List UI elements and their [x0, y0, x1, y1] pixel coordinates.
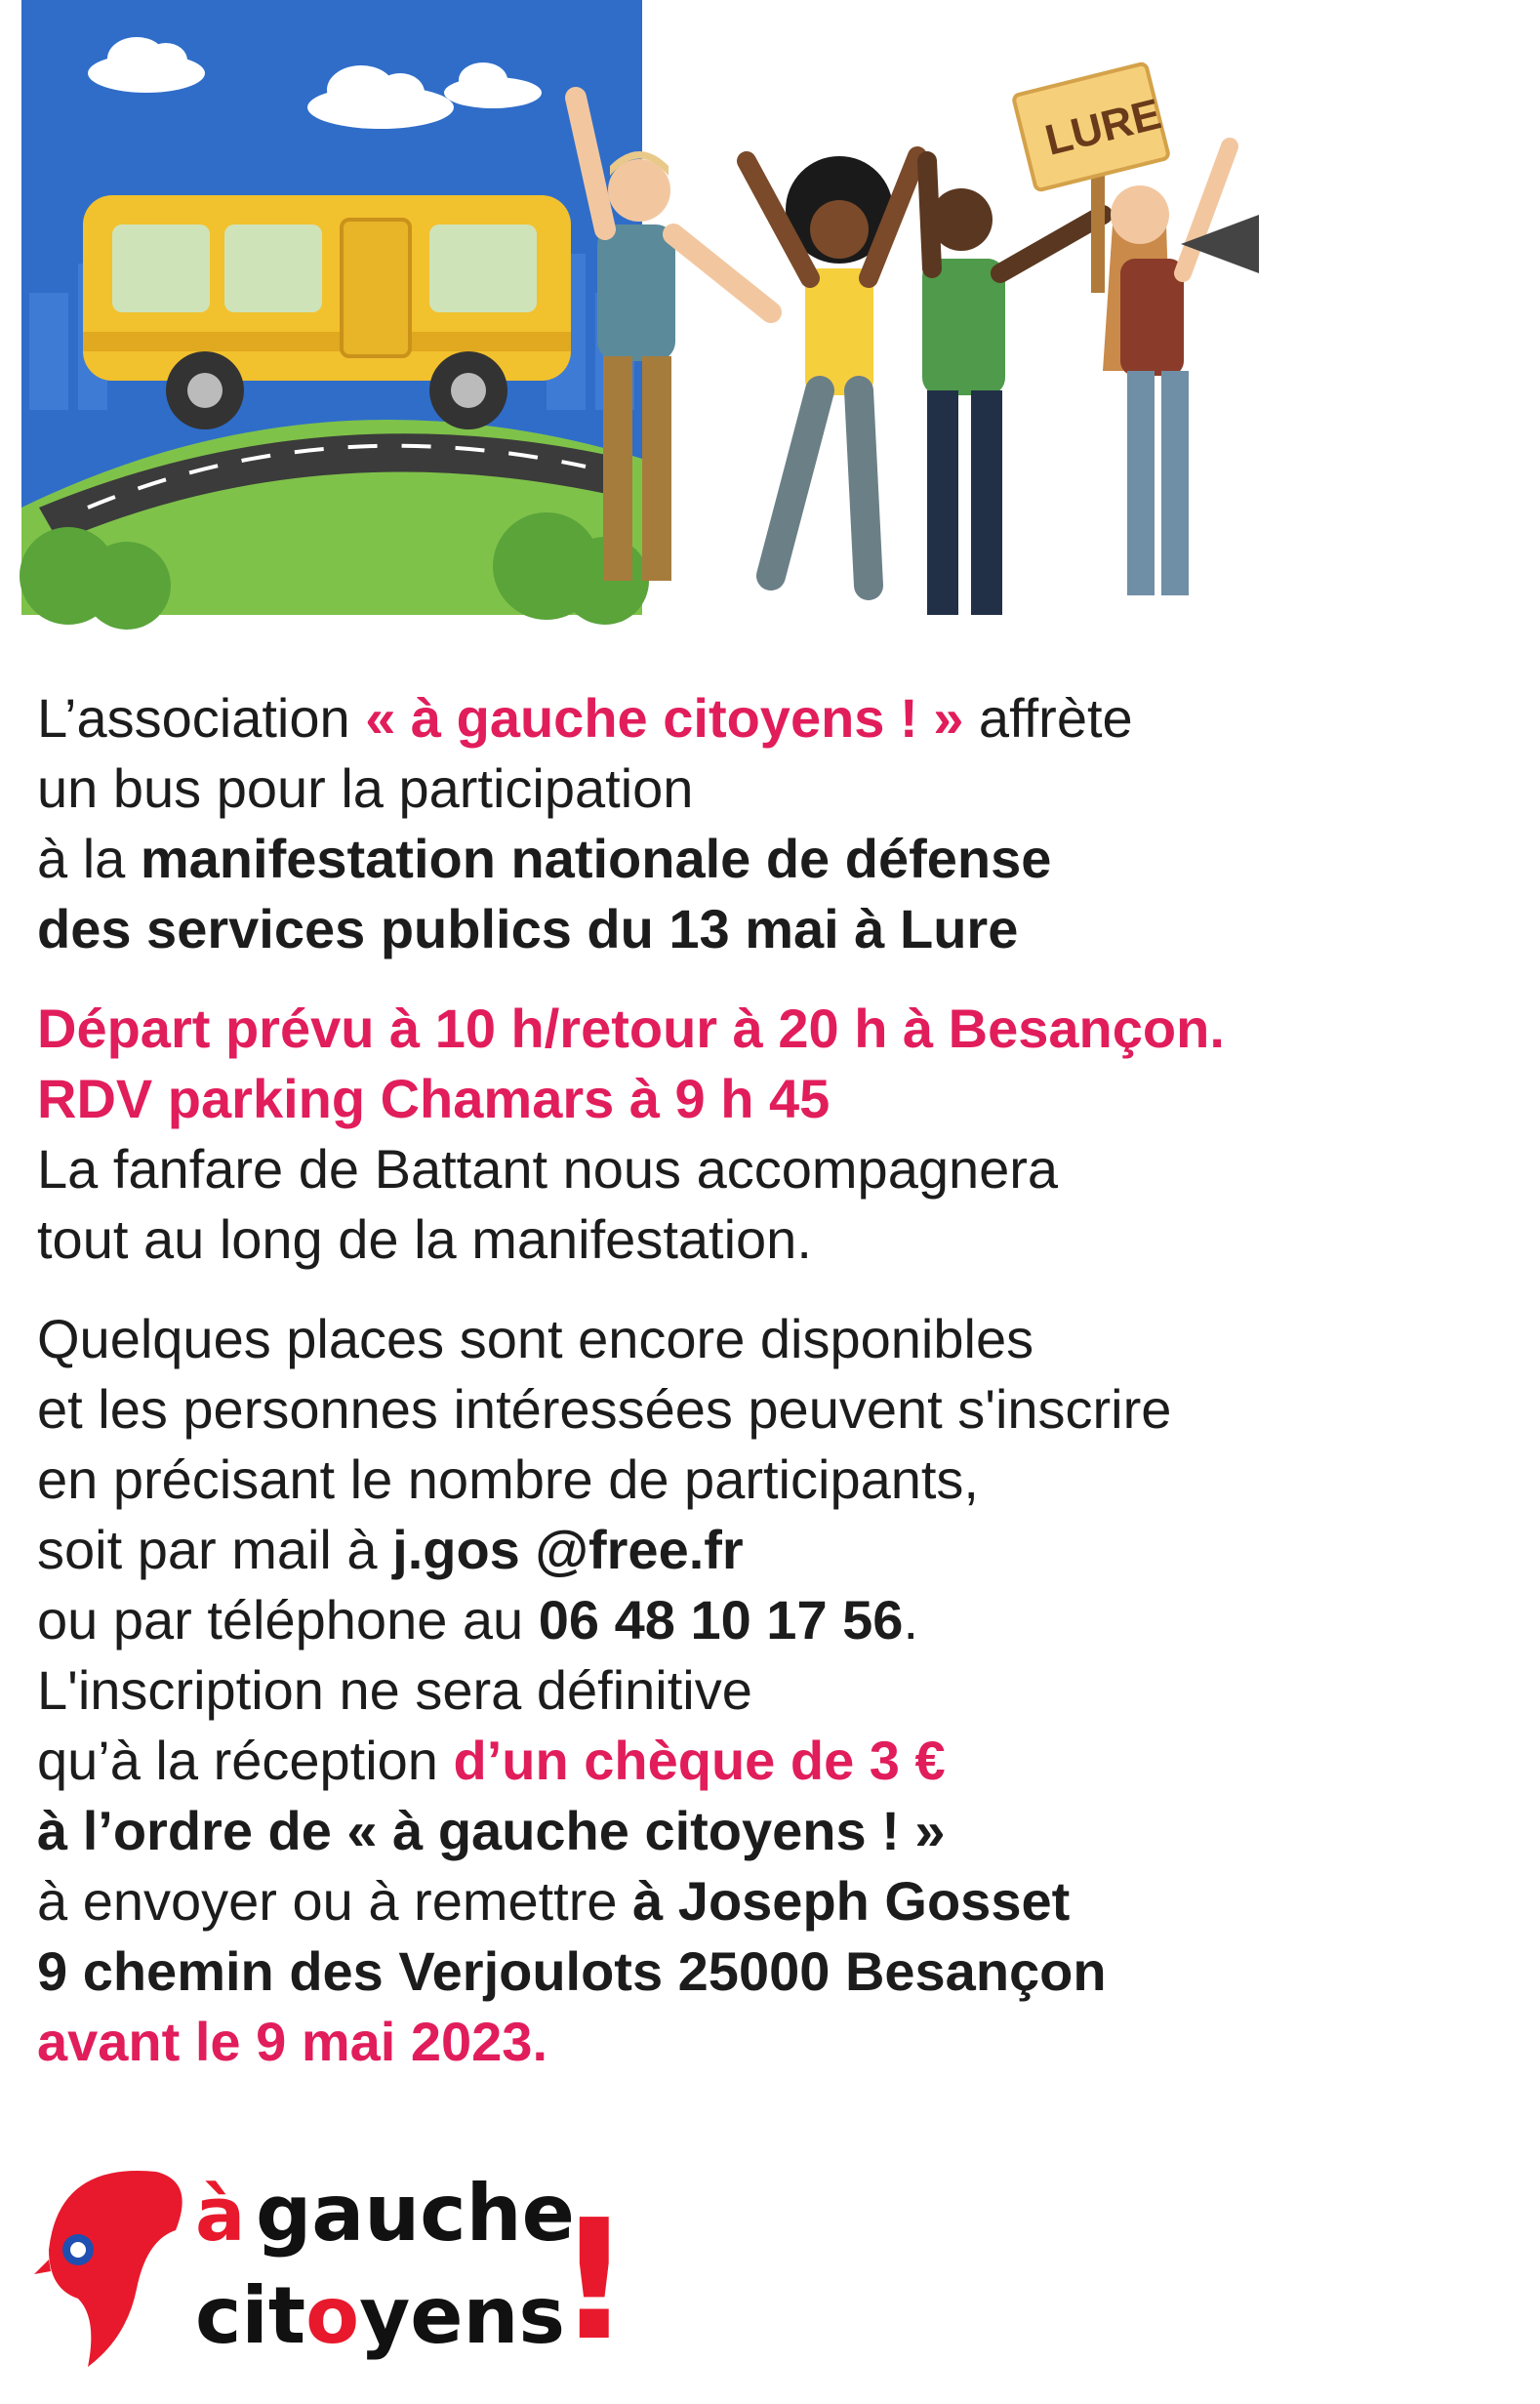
fanfare-text: La fanfare de Battant nous accompagnera	[37, 1138, 1059, 1200]
intro-text: affrète	[963, 687, 1133, 749]
event-title: manifestation nationale de défense	[140, 828, 1052, 889]
intro-text: L’association	[37, 687, 366, 749]
logo-text: yens	[359, 2270, 566, 2361]
sign-text: LURE	[1040, 90, 1166, 165]
logo-exclamation: !	[556, 2184, 632, 2377]
recipient-address: 9 chemin des Verjoulots 25000 Besançon	[37, 1940, 1107, 2002]
inscription-text: soit par mail à	[37, 1519, 393, 1580]
inscription-text: ou par téléphone au	[37, 1589, 539, 1650]
event-title: des services publics du 13 mai à Lure	[37, 898, 1019, 959]
inscription-text: .	[903, 1589, 919, 1650]
contact-phone[interactable]: 06 48 10 17 56	[538, 1589, 904, 1650]
protester-man-green	[922, 161, 1103, 615]
inscription-text: L'inscription ne sera définitive	[37, 1659, 752, 1721]
association-name: « à gauche citoyens ! »	[365, 687, 964, 749]
logo-rooster-icon	[34, 2171, 182, 2367]
logo-text: cit	[195, 2270, 306, 2361]
inscription-text: en précisant le nombre de participants,	[37, 1448, 979, 1510]
inscription-text: Quelques places sont encore disponibles	[37, 1308, 1034, 1369]
flyer-text	[37, 683, 1501, 2106]
inscription-text: et les personnes intéressées peuvent s'inscrire	[37, 1378, 1172, 1440]
intro-text: un bus pour la participation	[37, 757, 694, 819]
meeting-point: RDV parking Chamars à 9 h 45	[37, 1068, 831, 1129]
association-logo	[29, 2142, 634, 2377]
contact-email[interactable]: j.gos @free.fr	[392, 1519, 744, 1580]
logo-word-gauche: gauche	[256, 2168, 575, 2259]
recipient-name: à Joseph Gosset	[632, 1870, 1071, 1932]
depart-paragraph	[37, 994, 1501, 1275]
cheque-amount: d’un chèque de 3 €	[453, 1730, 946, 1791]
departure-time: Départ prévu à 10 h/retour à 20 h à Besançon.	[37, 998, 1225, 1059]
protester-woman-afro	[747, 156, 917, 586]
fanfare-text: tout au long de la manifestation.	[37, 1208, 812, 1270]
protester-woman-megaphone	[1103, 146, 1259, 595]
inscription-text: qu’à la réception	[37, 1730, 454, 1791]
logo-letter-a: à	[195, 2171, 246, 2258]
cheque-payee: à l’ordre de « à gauche citoyens ! »	[37, 1800, 946, 1861]
hero-illustration	[0, 0, 1540, 664]
logo-text-accent: o	[305, 2270, 360, 2361]
inscription-text: à envoyer ou à remettre	[37, 1870, 633, 1932]
intro-text: à la	[37, 828, 141, 889]
inscription-paragraph	[37, 1304, 1501, 2077]
intro-paragraph	[37, 683, 1501, 964]
logo-word-citoyens	[195, 2270, 565, 2361]
deadline: avant le 9 mai 2023.	[37, 2011, 548, 2072]
